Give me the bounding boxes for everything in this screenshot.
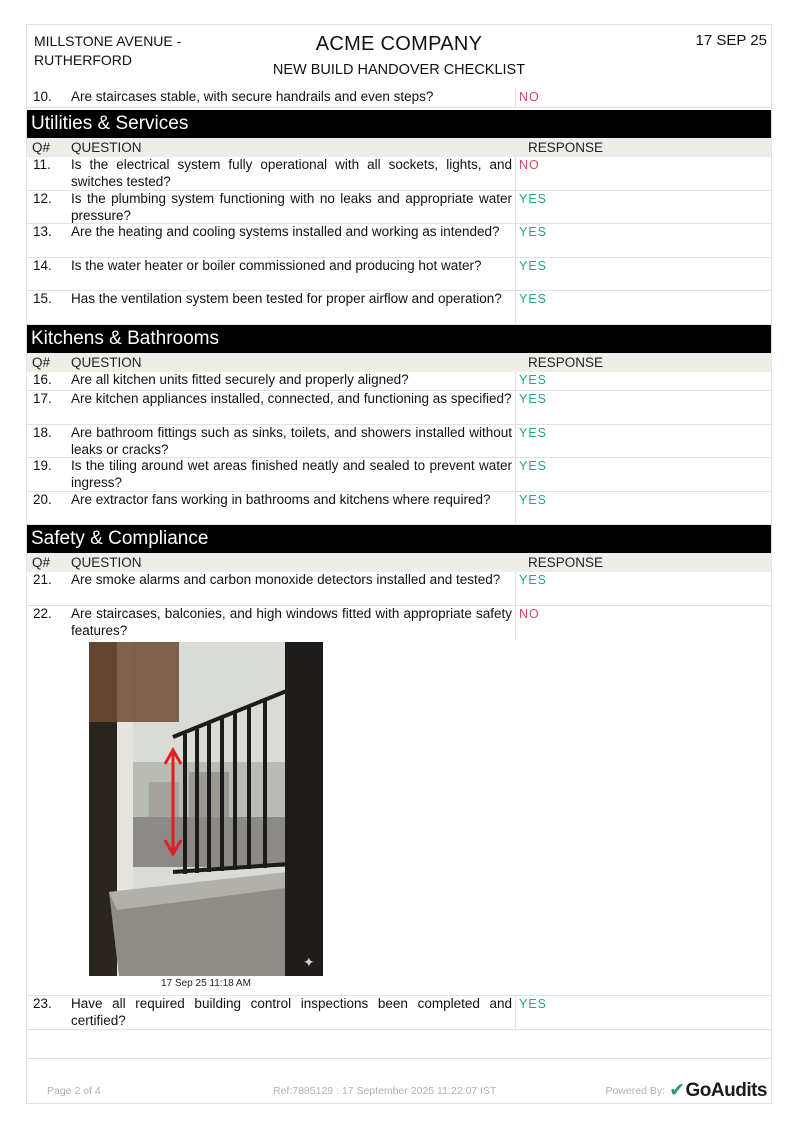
col-response-label: RESPONSE: [528, 140, 604, 155]
photo-timestamp: 17 Sep 25 11:18 AM: [161, 978, 251, 989]
section-header-utilities: Utilities & Services: [27, 110, 771, 138]
question-text: Is the tiling around wet areas finished neatly and sealed to prevent water ingress?: [71, 458, 512, 490]
question-text: Are staircases stable, with secure handrails and even steps?: [71, 89, 434, 104]
question-number: 10.: [33, 89, 52, 104]
question-row: [27, 258, 771, 291]
page-number: Page 2 of 4: [47, 1085, 101, 1097]
question-text: Has the ventilation system been tested for proper airflow and operation?: [71, 291, 502, 306]
report-header: [27, 25, 771, 89]
question-row: [27, 425, 771, 458]
report-title: NEW BUILD HANDOVER CHECKLIST: [272, 62, 526, 78]
col-response-label: RESPONSE: [528, 355, 604, 370]
report-reference: Ref:7885129 : 17 September 2025 11:22:07 IST: [273, 1085, 497, 1097]
question-text: Are smoke alarms and carbon monoxide detectors installed and tested?: [71, 572, 501, 587]
question-text: Are bathroom fittings such as sinks, toilets, and showers installed without leaks or cracks?: [71, 425, 512, 457]
question-row: [27, 391, 771, 425]
question-row: [27, 492, 771, 525]
question-number: 19.: [33, 458, 52, 473]
logo-text: GoAudits: [685, 1080, 767, 1101]
col-num-label: Q#: [32, 555, 51, 570]
question-text: Is the plumbing system functioning with no leaks and appropriate water pressure?: [71, 191, 512, 223]
column-header: [27, 553, 771, 572]
question-text: Are extractor fans working in bathrooms and kitchens where required?: [71, 492, 491, 507]
section-header-safety: Safety & Compliance: [27, 525, 771, 553]
question-row: [27, 291, 771, 325]
response-value: YES: [515, 391, 771, 424]
question-number: 13.: [33, 224, 52, 239]
report-date: 17 SEP 25: [695, 32, 767, 49]
question-number: 17.: [33, 391, 52, 406]
response-value: YES: [515, 191, 771, 223]
col-num-label: Q#: [32, 140, 51, 155]
company-name: ACME COMPANY: [315, 33, 483, 55]
powered-by-label: Powered By:: [605, 1085, 665, 1097]
response-value: YES: [515, 458, 771, 491]
col-question-label: QUESTION: [71, 355, 142, 370]
response-value: YES: [515, 258, 771, 290]
question-row: [27, 89, 771, 108]
question-text: Have all required building control inspections been completed and certified?: [71, 996, 512, 1028]
checklist-content: [27, 89, 771, 1030]
question-row: [27, 191, 771, 224]
column-header: [27, 353, 771, 372]
response-value: NO: [515, 89, 771, 107]
question-row: [27, 996, 771, 1030]
question-text: Are the heating and cooling systems installed and working as intended?: [71, 224, 500, 239]
page-footer: [27, 1058, 771, 1105]
question-row: [27, 606, 771, 639]
section-header-kitchens: Kitchens & Bathrooms: [27, 325, 771, 353]
question-row: [27, 572, 771, 606]
question-row: [27, 157, 771, 191]
col-num-label: Q#: [32, 355, 51, 370]
question-number: 15.: [33, 291, 52, 306]
response-value: NO: [515, 606, 771, 639]
response-value: YES: [515, 425, 771, 457]
response-value: YES: [515, 996, 771, 1029]
svg-text:✦: ✦: [303, 955, 315, 971]
question-text: Are all kitchen units fitted securely and properly aligned?: [71, 372, 409, 387]
question-text: Are staircases, balconies, and high windows fitted with appropriate safety features?: [71, 606, 512, 638]
response-value: YES: [515, 492, 771, 524]
checkmark-icon: ✔: [669, 1080, 685, 1101]
col-response-label: RESPONSE: [528, 555, 604, 570]
checklist-page: [26, 24, 772, 1104]
question-text: Is the water heater or boiler commissioned and producing hot water?: [71, 258, 482, 273]
question-number: 16.: [33, 372, 52, 387]
question-number: 11.: [33, 157, 51, 172]
question-text: Is the electrical system fully operational with all sockets, lights, and switches tested?: [71, 157, 512, 189]
address-line-1: MILLSTONE AVENUE -: [34, 33, 182, 49]
question-number: 23.: [33, 996, 52, 1011]
response-value: YES: [515, 224, 771, 257]
address-line-2: RUTHERFORD: [34, 52, 132, 68]
question-row: [27, 458, 771, 492]
evidence-photo-block: [27, 639, 771, 996]
question-number: 21.: [33, 572, 52, 587]
evidence-photo[interactable]: [89, 642, 323, 976]
response-value: NO: [515, 157, 771, 190]
question-number: 12.: [33, 191, 52, 206]
question-row: [27, 224, 771, 258]
question-number: 20.: [33, 492, 52, 507]
response-value: YES: [515, 572, 771, 605]
col-question-label: QUESTION: [71, 555, 142, 570]
col-question-label: QUESTION: [71, 140, 142, 155]
question-text: Are kitchen appliances installed, connected, and functioning as specified?: [71, 391, 512, 406]
question-number: 22.: [33, 606, 52, 621]
response-value: YES: [515, 291, 771, 324]
question-number: 18.: [33, 425, 52, 440]
question-row: [27, 372, 771, 391]
response-value: YES: [515, 372, 771, 390]
goaudits-logo[interactable]: [669, 1079, 767, 1102]
question-number: 14.: [33, 258, 52, 273]
column-header: [27, 138, 771, 157]
